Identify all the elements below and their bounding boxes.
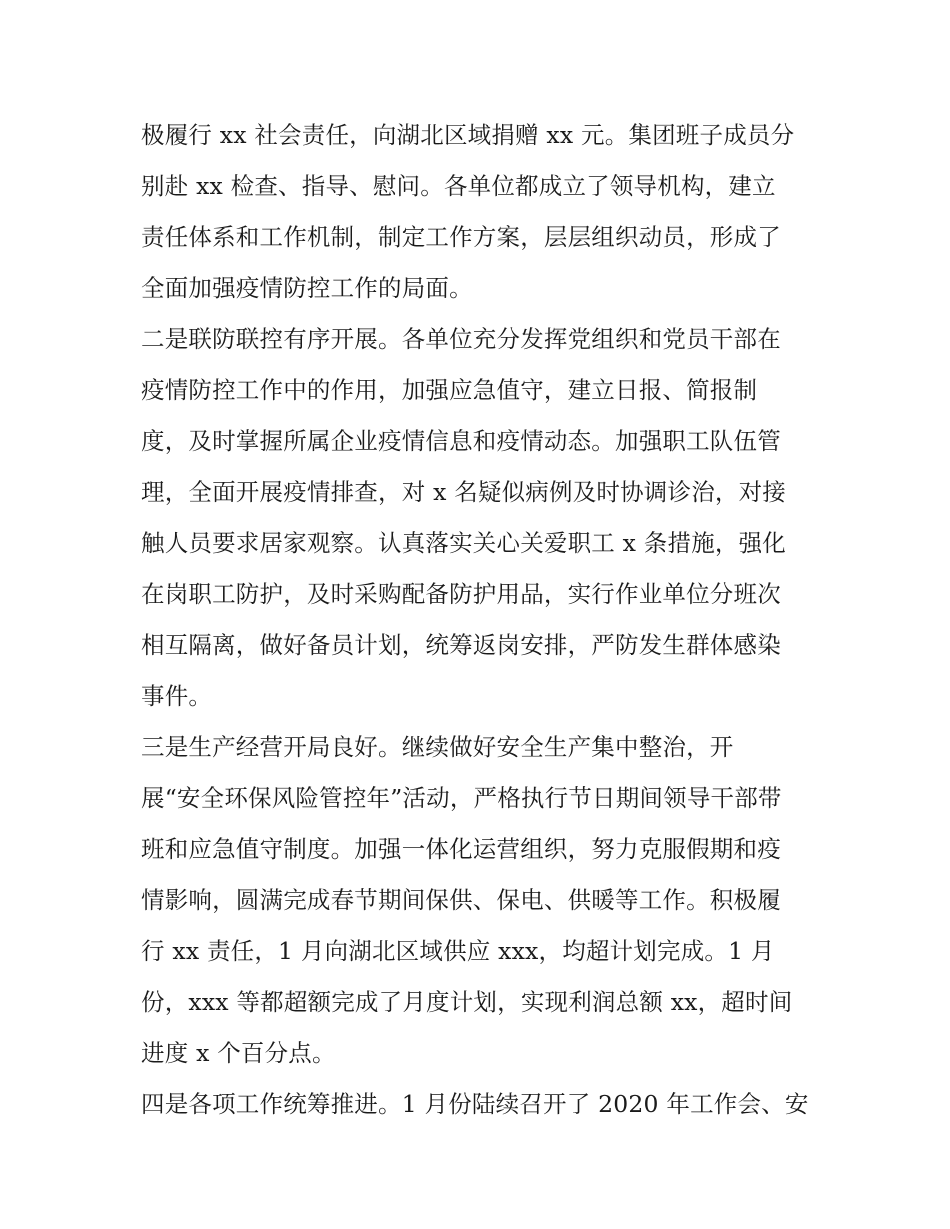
paragraph-start-line: 二是联防联控有序开展。各单位充分发挥党组织和党员干部在 bbox=[141, 325, 781, 353]
paragraph-start-line: 四是各项工作统筹推进。1 月份陆续召开了 2020 年工作会、安 bbox=[141, 1090, 809, 1118]
body-text bbox=[141, 110, 821, 1130]
text-line: 理，全面开展疫情排查，对 x 名疑似病例及时协调诊治，对接 bbox=[141, 478, 786, 506]
text-line: 行 xx 责任，1 月向湖北区域供应 xxx，均超计划完成。1 月 bbox=[141, 937, 775, 965]
paragraph-start-line: 三是生产经营开局良好。继续做好安全生产集中整治，开 bbox=[141, 733, 734, 761]
text-line: 在岗职工防护，及时采购配备防护用品，实行作业单位分班次 bbox=[141, 580, 781, 608]
text-line: 班和应急值守制度。加强一体化运营组织，努力克服假期和疫 bbox=[141, 835, 781, 863]
text-line: 全面加强疫情防控工作的局面。 bbox=[141, 274, 473, 302]
text-line: 责任体系和工作机制，制定工作方案，层层组织动员，形成了 bbox=[141, 223, 781, 251]
text-line: 进度 x 个百分点。 bbox=[141, 1039, 336, 1067]
text-line: 展“安全环保风险管控年”活动，严格执行节日期间领导干部带 bbox=[141, 784, 782, 812]
text-line: 情影响，圆满完成春节期间保供、保电、供暖等工作。积极履 bbox=[141, 886, 781, 914]
text-line: 相互隔离，做好备员计划，统筹返岗安排，严防发生群体感染 bbox=[141, 631, 781, 659]
text-line: 别赴 xx 检查、指导、慰问。各单位都成立了领导机构，建立 bbox=[141, 172, 776, 200]
text-line: 触人员要求居家观察。认真落实关心关爱职工 x 条措施，强化 bbox=[141, 529, 786, 557]
text-line: 份，xxx 等都超额完成了月度计划，实现利润总额 xx，超时间 bbox=[141, 988, 793, 1016]
text-line: 度，及时掌握所属企业疫情信息和疫情动态。加强职工队伍管 bbox=[141, 427, 781, 455]
text-line: 事件。 bbox=[141, 682, 213, 710]
text-line: 疫情防控工作中的作用，加强应急值守，建立日报、简报制 bbox=[141, 376, 758, 404]
text-line: 极履行 xx 社会责任，向湖北区域捐赠 xx 元。集团班子成员分 bbox=[141, 121, 795, 149]
